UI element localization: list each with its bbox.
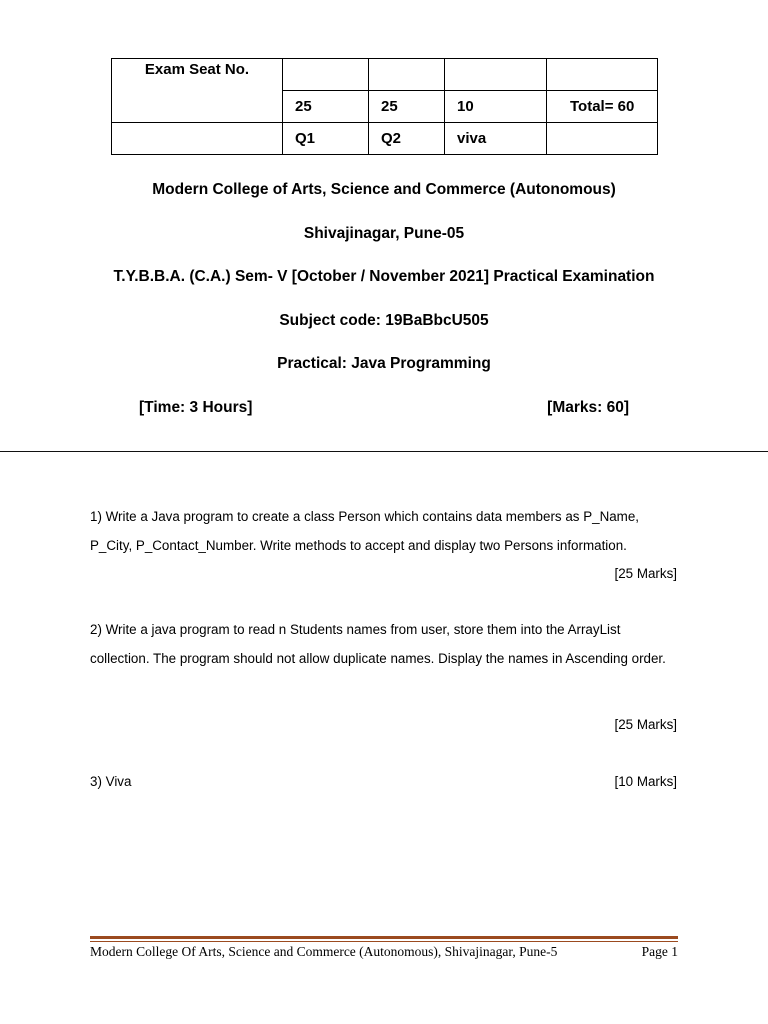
exam-title: T.Y.B.B.A. (C.A.) Sem- V [October / November 2021] Practical Examination xyxy=(113,268,655,285)
q1-max-marks: 25 xyxy=(283,91,369,123)
exam-time: [Time: 3 Hours] xyxy=(139,399,253,416)
college-location: Shivajinagar, Pune-05 xyxy=(303,225,465,242)
q2-label: Q2 xyxy=(369,123,445,155)
header-divider xyxy=(0,451,768,452)
question-3-marks: [10 Marks] xyxy=(614,774,677,789)
seat-number-cell xyxy=(112,123,283,155)
marks-cell xyxy=(283,59,369,91)
footer-college: Modern College Of Arts, Science and Commerce (Autonomous), Shivajinagar, Pune-5 xyxy=(90,944,558,959)
footer-divider-thin xyxy=(90,941,678,942)
question-2-marks: [25 Marks] xyxy=(614,717,677,732)
footer-divider xyxy=(90,936,678,939)
marks-table-row xyxy=(112,59,658,91)
exam-marks: [Marks: 60] xyxy=(547,399,629,416)
question-3: 3) Viva xyxy=(90,774,132,789)
q1-label: Q1 xyxy=(283,123,369,155)
marks-cell xyxy=(547,59,658,91)
marks-cell xyxy=(369,59,445,91)
college-name: Modern College of Arts, Science and Commerce (Autonomous) xyxy=(152,181,616,198)
q2-max-marks: 25 xyxy=(369,91,445,123)
question-1-marks: [25 Marks] xyxy=(614,566,677,581)
marks-table-row xyxy=(112,123,658,155)
marks-table xyxy=(111,58,658,155)
question-2: 2) Write a java program to read n Students names from user, store them into the ArrayList collection. The program should not allow duplicate names. Display the names in Ascending order. xyxy=(90,622,666,666)
total-marks: Total= 60 xyxy=(547,91,658,123)
viva-label: viva xyxy=(445,123,547,155)
practical-title: Practical: Java Programming xyxy=(277,355,491,372)
page-number: Page 1 xyxy=(641,944,678,959)
exam-seat-label: Exam Seat No. xyxy=(112,59,283,123)
total-obtained-cell xyxy=(547,123,658,155)
viva-max-marks: 10 xyxy=(445,91,547,123)
question-1: 1) Write a Java program to create a class Person which contains data members as P_Name, P_City, P_Contact_Number. Write methods to accept and display two Persons information. xyxy=(90,509,640,553)
subject-code: Subject code: 19BaBbcU505 xyxy=(279,312,489,329)
marks-cell xyxy=(445,59,547,91)
